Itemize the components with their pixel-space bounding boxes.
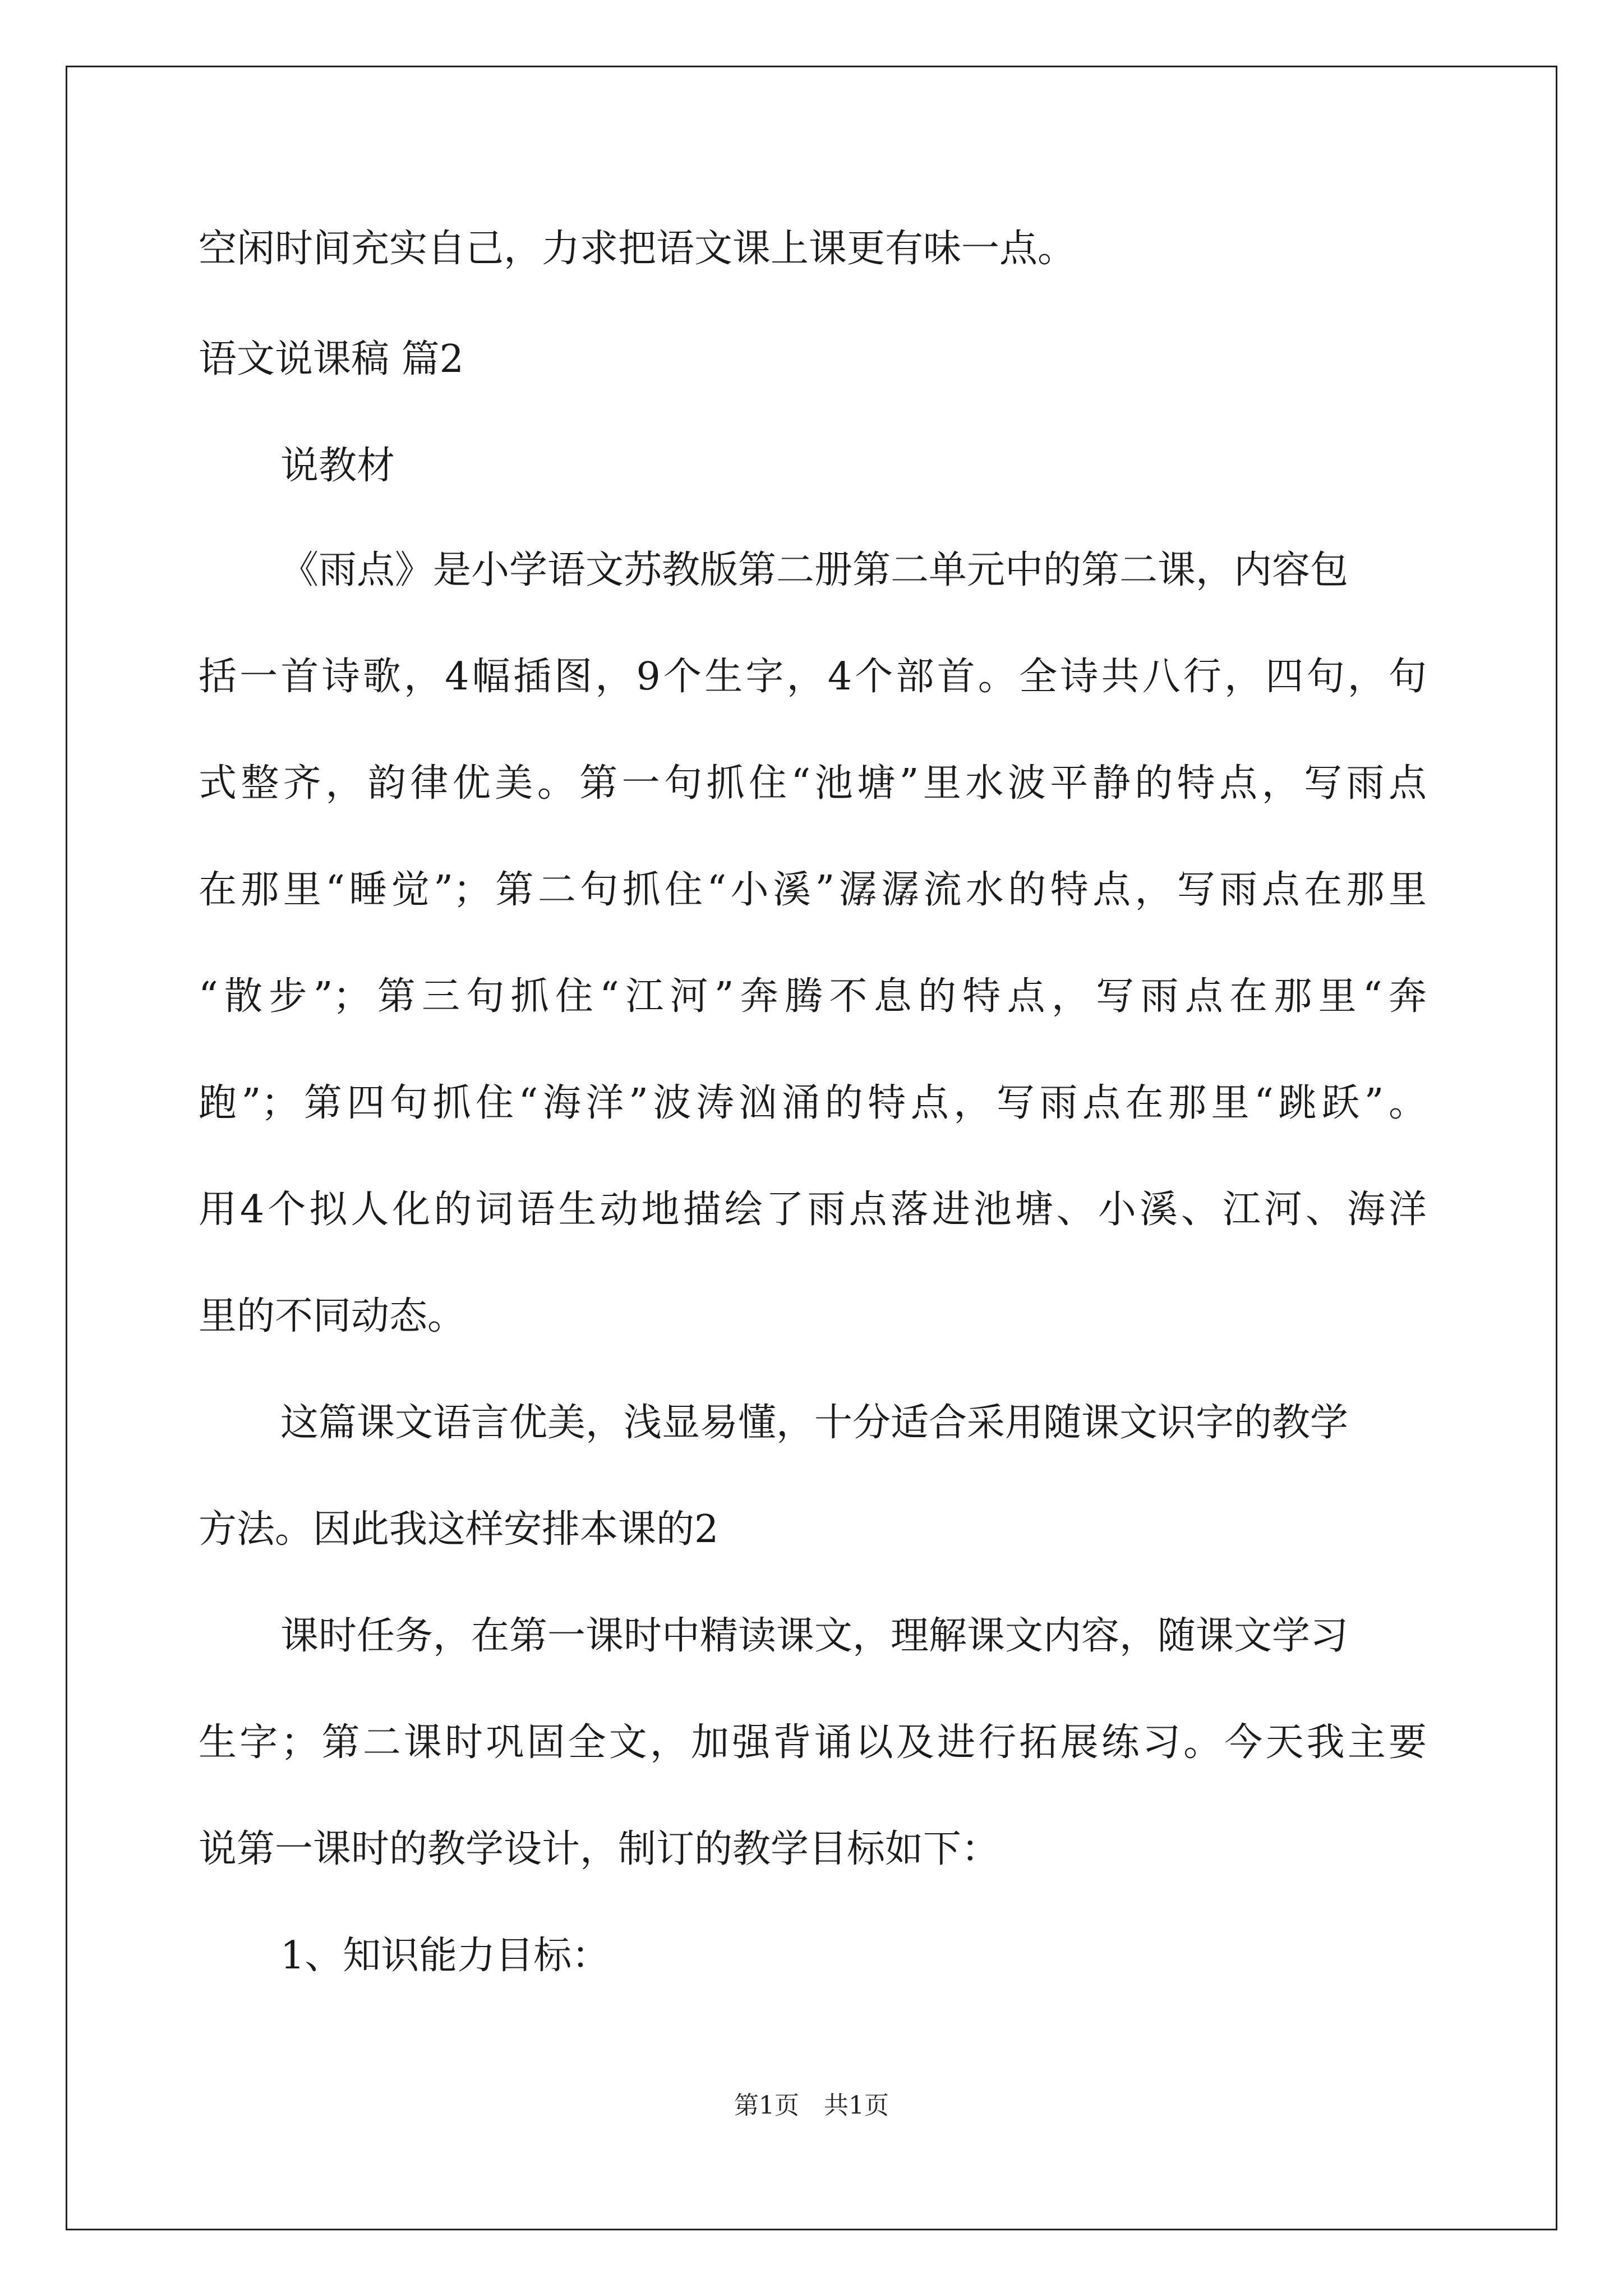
paragraph-line: 课时任务，在第一课时中精读课文，理解课文内容，随课文学习: [280, 1614, 1349, 1658]
paragraph-line: 方法。因此我这样安排本课的2: [199, 1507, 719, 1552]
paragraph-line: 说第一课时的教学设计，制订的教学目标如下：: [199, 1827, 1000, 1871]
page-footer: 第1页 共1页: [734, 2091, 889, 2120]
paragraph-line: “散步”；第三句抓住“江河”奔腾不息的特点，写雨点在那里“奔: [199, 974, 1427, 1019]
page-border: [66, 66, 1557, 2230]
paragraph-line: 这篇课文语言优美，浅显易懂，十分适合采用随课文识字的教学: [280, 1401, 1349, 1445]
paragraph-line: 在那里“睡觉”；第二句抓住“小溪”潺潺流水的特点，写雨点在那里: [199, 868, 1427, 912]
paragraph-line: 括一首诗歌，4幅插图，9个生字，4个部首。全诗共八行，四句，句: [199, 655, 1427, 699]
list-item-heading: 1、知识能力目标：: [280, 1934, 610, 1978]
paragraph-line: 空闲时间充实自己，力求把语文课上课更有味一点。: [199, 227, 1076, 271]
paragraph-line: 里的不同动态。: [199, 1294, 466, 1338]
paragraph-line: 用4个拟人化的词语生动地描绘了雨点落进池塘、小溪、江河、海洋: [199, 1188, 1427, 1232]
paragraph-line: 《雨点》是小学语文苏教版第二册第二单元中的第二课，内容包: [280, 548, 1349, 592]
section-heading: 语文说课稿 篇2: [199, 337, 464, 381]
subsection-heading: 说教材: [280, 444, 395, 488]
paragraph-line: 生字；第二课时巩固全文，加强背诵以及进行拓展练习。今天我主要: [199, 1720, 1427, 1765]
paragraph-line: 式整齐，韵律优美。第一句抓住“池塘”里水波平静的特点，写雨点: [199, 761, 1427, 806]
paragraph-line: 跑”；第四句抓住“海洋”波涛汹涌的特点，写雨点在那里“跳跃”。: [199, 1081, 1427, 1125]
